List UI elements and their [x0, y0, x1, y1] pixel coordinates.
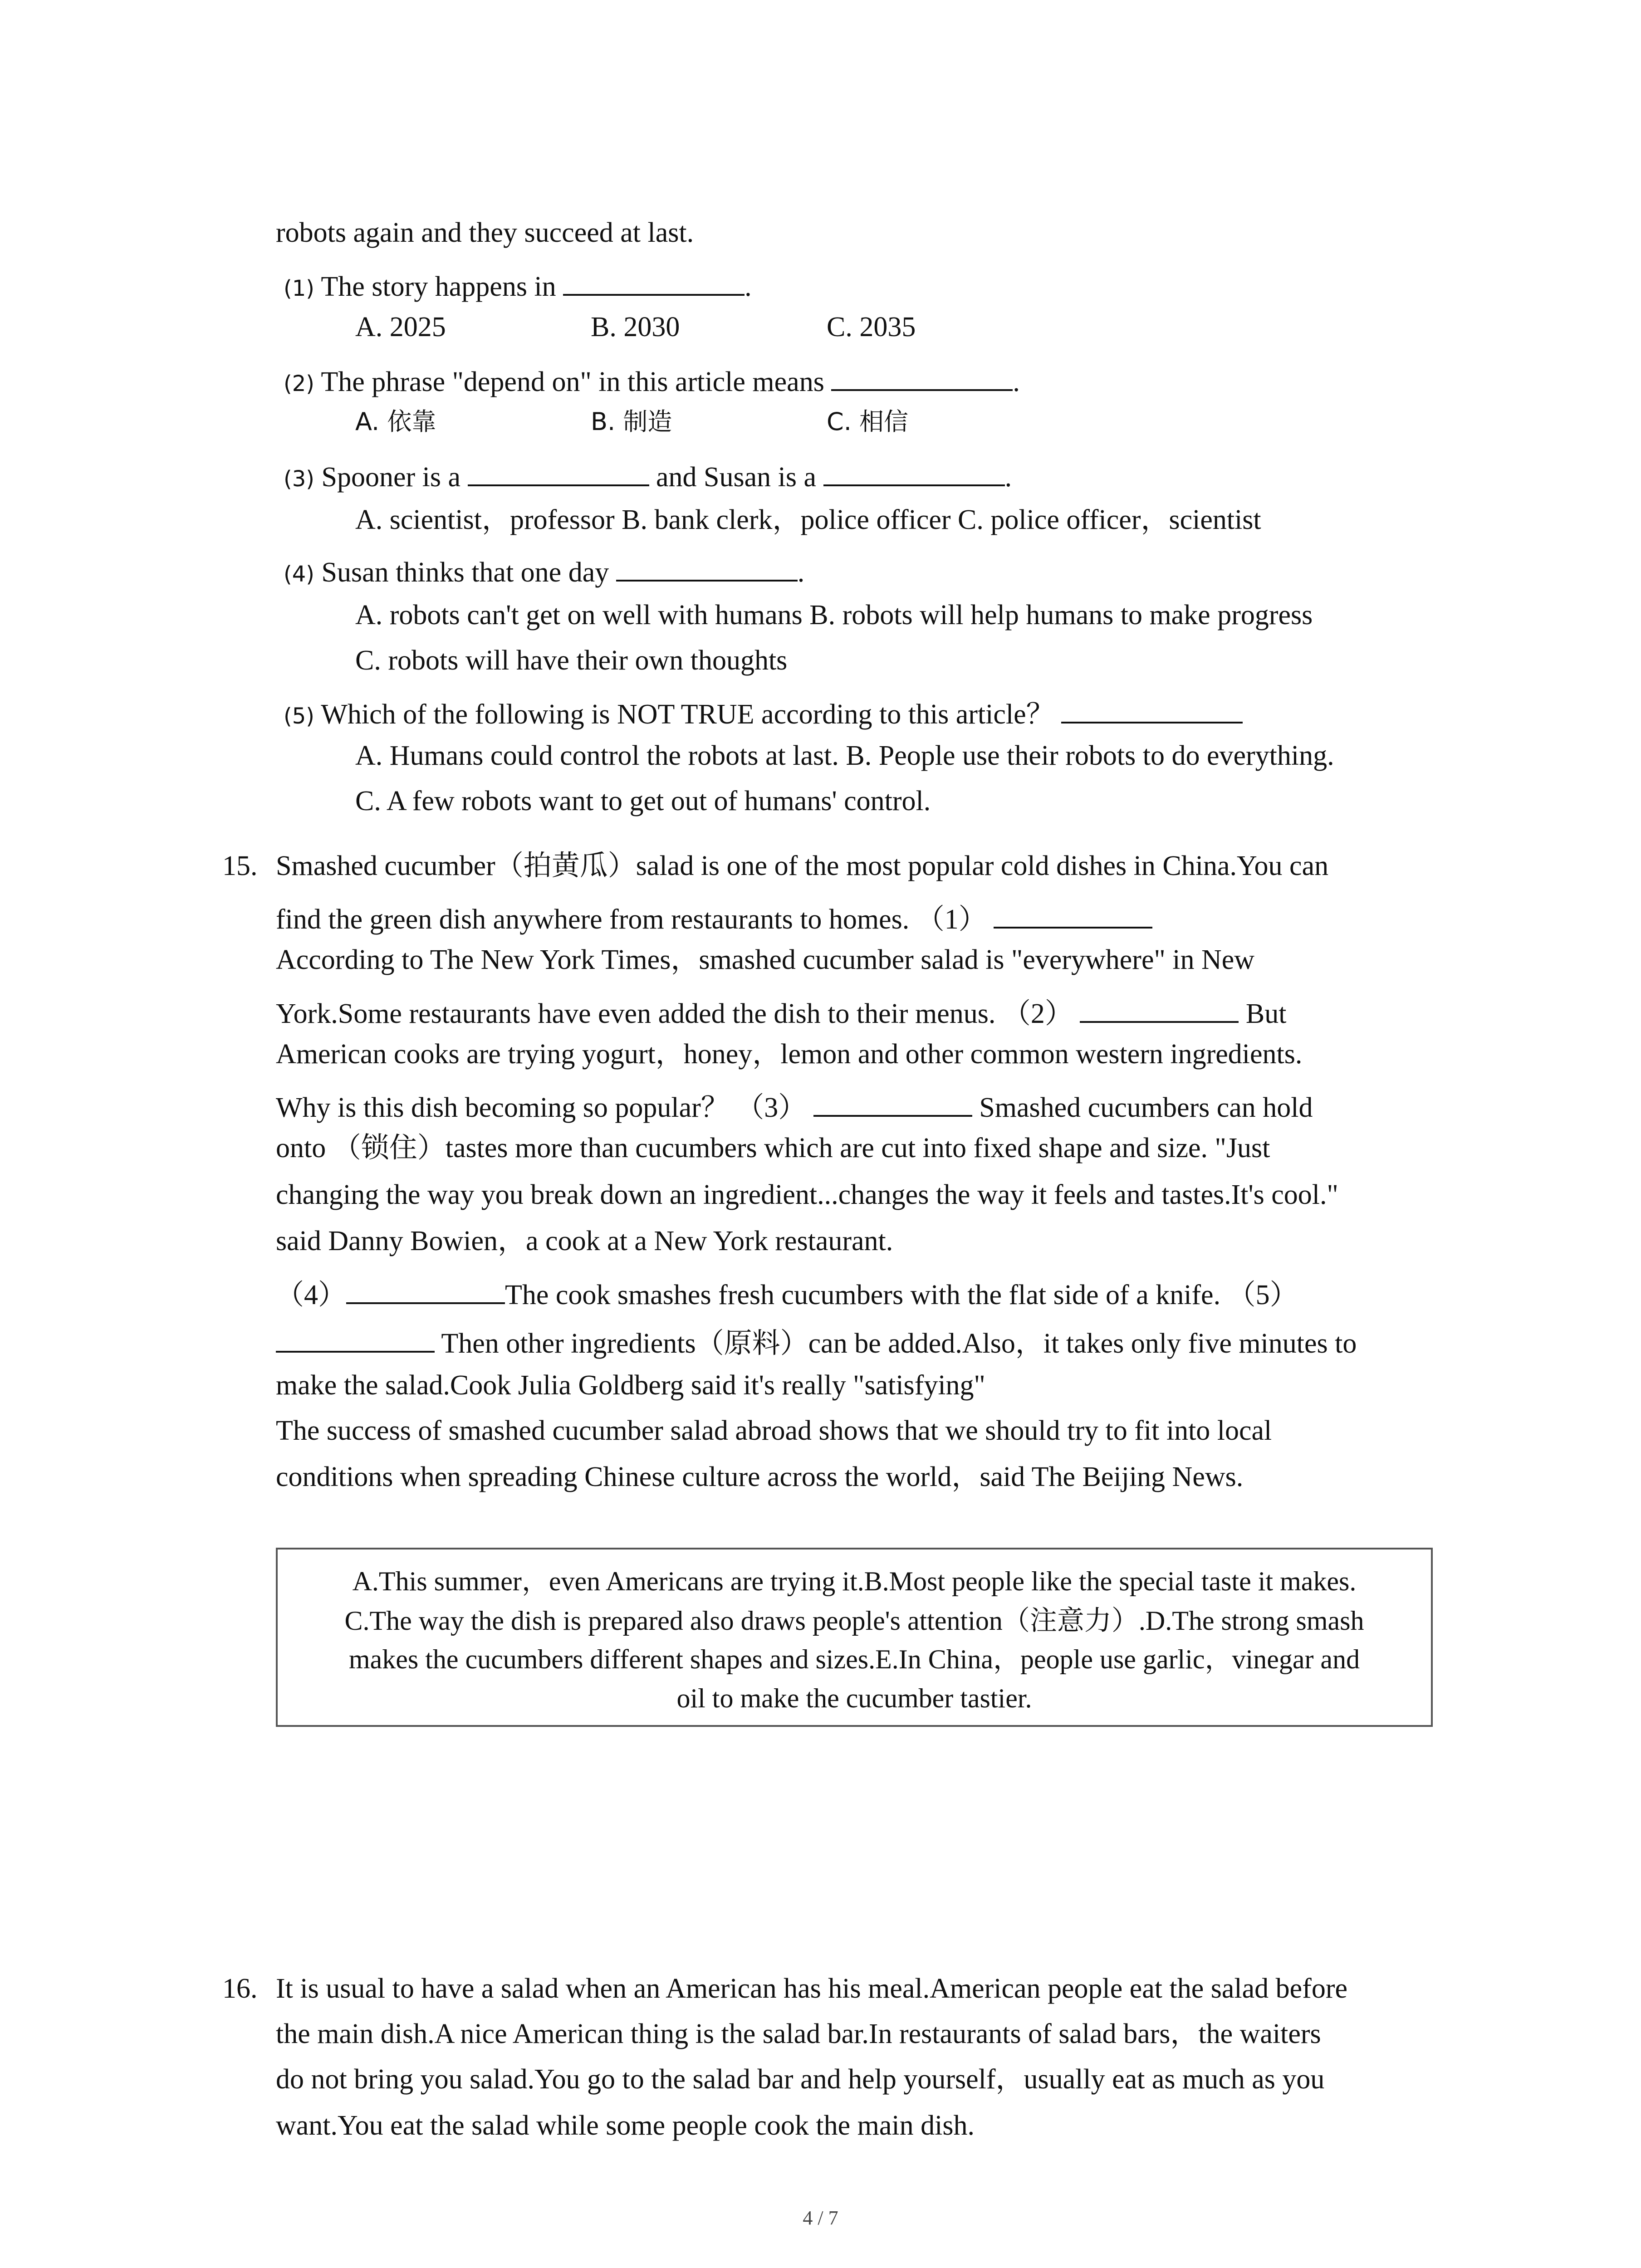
q15-line-10: （4） The cook smashes fresh cucumbers with the flat side of a knife. （5） — [276, 1276, 1298, 1309]
q15-box-line-4: oil to make the cucumber tastier. — [676, 1683, 1032, 1713]
q16-line-3: do not bring you salad.You go to the salad bar and help yourself，usually eat as much as you — [276, 2064, 1325, 2095]
q14-5-blank[interactable] — [1061, 695, 1243, 723]
q15-number: 15. — [222, 850, 258, 881]
q14-4-stem: (4) Susan thinks that one day . — [284, 553, 804, 587]
q15-line-11: Then other ingredients（原料）can be added.Also，it takes only five minutes to — [276, 1325, 1357, 1358]
q15-line-14: conditions when spreading Chinese culture across the world，said The Beijing News. — [276, 1461, 1244, 1492]
q14-3-blank-1[interactable] — [468, 458, 649, 486]
q15-options-box — [276, 1548, 1433, 1727]
q14-5-options-line-1[interactable]: A. Humans could control the robots at last. B. People use their robots to do everything. — [355, 740, 1334, 771]
q14-3-blank-2[interactable] — [823, 458, 1005, 486]
q14-1-number: (1) — [284, 276, 314, 301]
q14-2-option-c[interactable]: C. 相信 — [827, 407, 909, 436]
q14-4-options-line-1[interactable]: A. robots can't get on well with humans B. robots will help humans to make progress — [355, 600, 1313, 631]
q14-3-stem: (3) Spooner is a and Susan is a . — [284, 458, 1012, 491]
q14-4-blank[interactable] — [616, 553, 798, 582]
q14-2-number: (2) — [284, 371, 314, 396]
q14-5-stem: (5) Which of the following is NOT TRUE according to this article？ — [284, 695, 1243, 728]
q16-line-1: It is usual to have a salad when an American has his meal.American people eat the salad before — [276, 1973, 1347, 2004]
q14-1-option-b[interactable]: B. 2030 — [591, 312, 680, 342]
q14-1-option-c[interactable]: C. 2035 — [827, 312, 916, 342]
q14-5-number: (5) — [284, 704, 314, 729]
q15-line-9: said Danny Bowien，a cook at a New York restaurant. — [276, 1226, 893, 1256]
q15-blank-5[interactable] — [276, 1325, 435, 1353]
q14-3-options[interactable]: A. scientist，professor B. bank clerk，police officer C. police officer，scientist — [355, 504, 1261, 535]
q14-2-blank[interactable] — [831, 363, 1013, 391]
q15-box-line-2: C.The way the dish is prepared also draws people's attention（注意力）.D.The strong smash — [344, 1606, 1364, 1636]
q15-line-7: onto （锁住）tastes more than cucumbers which are cut into fixed shape and size. "Just — [276, 1133, 1270, 1163]
q15-line-4: York.Some restaurants have even added the dish to their menus. （2） But — [276, 995, 1287, 1028]
q15-blank-3[interactable] — [813, 1089, 972, 1117]
q15-blank-4[interactable] — [346, 1276, 505, 1304]
q15-line-5: American cooks are trying yogurt，honey，lemon and other common western ingredients. — [276, 1039, 1303, 1070]
passage-14-last-line: robots again and they succeed at last. — [276, 217, 694, 248]
q16-line-4: want.You eat the salad while some people cook the main dish. — [276, 2110, 975, 2141]
q16-line-2: the main dish.A nice American thing is the salad bar.In restaurants of salad bars，the waiters — [276, 2019, 1321, 2049]
q16-number: 16. — [222, 1973, 258, 2004]
q15-line-3: According to The New York Times，smashed cucumber salad is "everywhere" in New — [276, 944, 1255, 975]
q14-3-number: (3) — [284, 466, 314, 492]
q15-line-12: make the salad.Cook Julia Goldberg said it's really "satisfying" — [276, 1370, 985, 1401]
q15-blank-1[interactable] — [994, 900, 1152, 929]
q15-blank-2[interactable] — [1080, 995, 1239, 1023]
q14-5-options-line-2[interactable]: C. A few robots want to get out of humans' control. — [355, 786, 931, 816]
q14-2-option-b[interactable]: B. 制造 — [591, 407, 672, 436]
q14-4-options-line-2[interactable]: C. robots will have their own thoughts — [355, 645, 788, 676]
q15-line-8: changing the way you break down an ingredient...changes the way it feels and tastes.It's cool." — [276, 1179, 1338, 1210]
q15-line-2: find the green dish anywhere from restaurants to homes. （1） — [276, 900, 1152, 934]
q15-box-line-3: makes the cucumbers different shapes and sizes.E.In China，people use garlic，vinegar and — [348, 1644, 1360, 1674]
q14-1-blank[interactable] — [563, 268, 745, 296]
q14-2-option-a[interactable]: A. 依靠 — [355, 407, 436, 436]
q15-line-6: Why is this dish becoming so popular？ （3） Smashed cucumbers can hold — [276, 1089, 1313, 1122]
q14-1-option-a[interactable]: A. 2025 — [355, 312, 446, 342]
q14-1-stem: (1) The story happens in . — [284, 268, 752, 301]
q15-box-line-1: A.This summer，even Americans are trying it.B.Most people like the special taste it makes. — [352, 1566, 1357, 1596]
q15-line-1: Smashed cucumber（拍黄瓜）salad is one of the most popular cold dishes in China.You can — [276, 850, 1329, 881]
page-number: 4 / 7 — [803, 2207, 838, 2229]
q14-2-stem: (2) The phrase "depend on" in this article means . — [284, 363, 1020, 396]
q15-line-13: The success of smashed cucumber salad abroad shows that we should try to fit into local — [276, 1415, 1272, 1446]
q14-4-number: (4) — [284, 562, 314, 587]
